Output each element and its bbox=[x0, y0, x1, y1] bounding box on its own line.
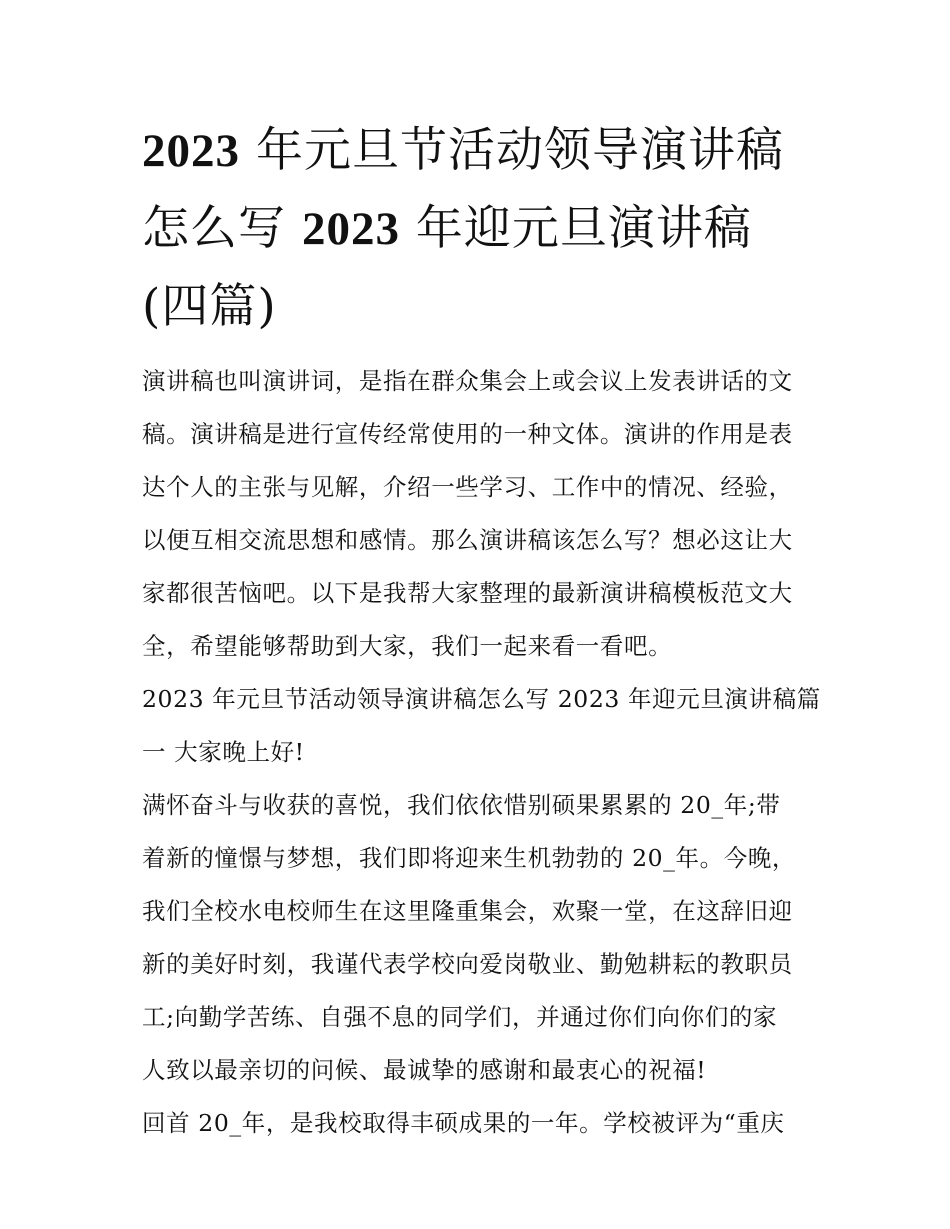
text-line: 达个人的主张与见解，介绍一些学习、工作中的情况、经验， bbox=[142, 473, 793, 501]
paragraph-section-heading bbox=[142, 673, 821, 779]
text-line: 着新的憧憬与梦想，我们即将迎来生机勃勃的 20_年。今晚， bbox=[142, 844, 797, 872]
text-line: 演讲稿也叫演讲词，是指在群众集会上或会议上发表讲话的文 bbox=[142, 367, 793, 395]
text-line: 工;向勤学苦练、自强不息的同学们，并通过你们向你们的家 bbox=[142, 1003, 778, 1031]
text-line: 人致以最亲切的问候、最诚挚的感谢和最衷心的祝福! bbox=[142, 1056, 707, 1084]
text-line: 稿。演讲稿是进行宣传经常使用的一种文体。演讲的作用是表 bbox=[142, 420, 793, 448]
title-year-1: 2023 bbox=[142, 125, 240, 177]
text-line: 一 大家晚上好! bbox=[142, 738, 305, 766]
title-line-3: (四篇) bbox=[142, 279, 277, 334]
text-line: 新的美好时刻，我谨代表学校向爱岗敬业、勤勉耕耘的教职员 bbox=[142, 950, 793, 978]
document-title bbox=[142, 112, 814, 345]
text-line: 我们全校水电校师生在这里隆重集会，欢聚一堂，在这辞旧迎 bbox=[142, 897, 793, 925]
text-line: 回首 20_年，是我校取得丰硕成果的一年。学校被评为“重庆 bbox=[142, 1109, 785, 1137]
paragraph-review bbox=[142, 1097, 814, 1150]
text-line: 2023 年元旦节活动领导演讲稿怎么写 2023 年迎元旦演讲稿篇 bbox=[142, 685, 821, 713]
text-line: 全，希望能够帮助到大家，我们一起来看一看吧。 bbox=[142, 632, 673, 660]
title-text-1: 年元旦节活动领导演讲稿 bbox=[255, 123, 784, 178]
title-line-1 bbox=[142, 112, 814, 190]
document-page bbox=[142, 112, 821, 1150]
paragraph-greeting bbox=[142, 779, 814, 1097]
title-line-2 bbox=[142, 190, 814, 268]
text-line: 家都很苦恼吧。以下是我帮大家整理的最新演讲稿模板范文大 bbox=[142, 579, 793, 607]
title-text-2a: 怎么写 bbox=[142, 201, 286, 256]
paragraph-intro bbox=[142, 355, 814, 673]
text-line: 满怀奋斗与收获的喜悦，我们依依惜别硕果累累的 20_年;带 bbox=[142, 791, 781, 819]
title-year-2: 2023 bbox=[301, 203, 400, 255]
title-text-2b: 年迎元旦演讲稿 bbox=[415, 201, 752, 256]
text-line: 以便互相交流思想和感情。那么演讲稿该怎么写？想必这让大 bbox=[142, 526, 793, 554]
document-body bbox=[142, 355, 821, 1150]
